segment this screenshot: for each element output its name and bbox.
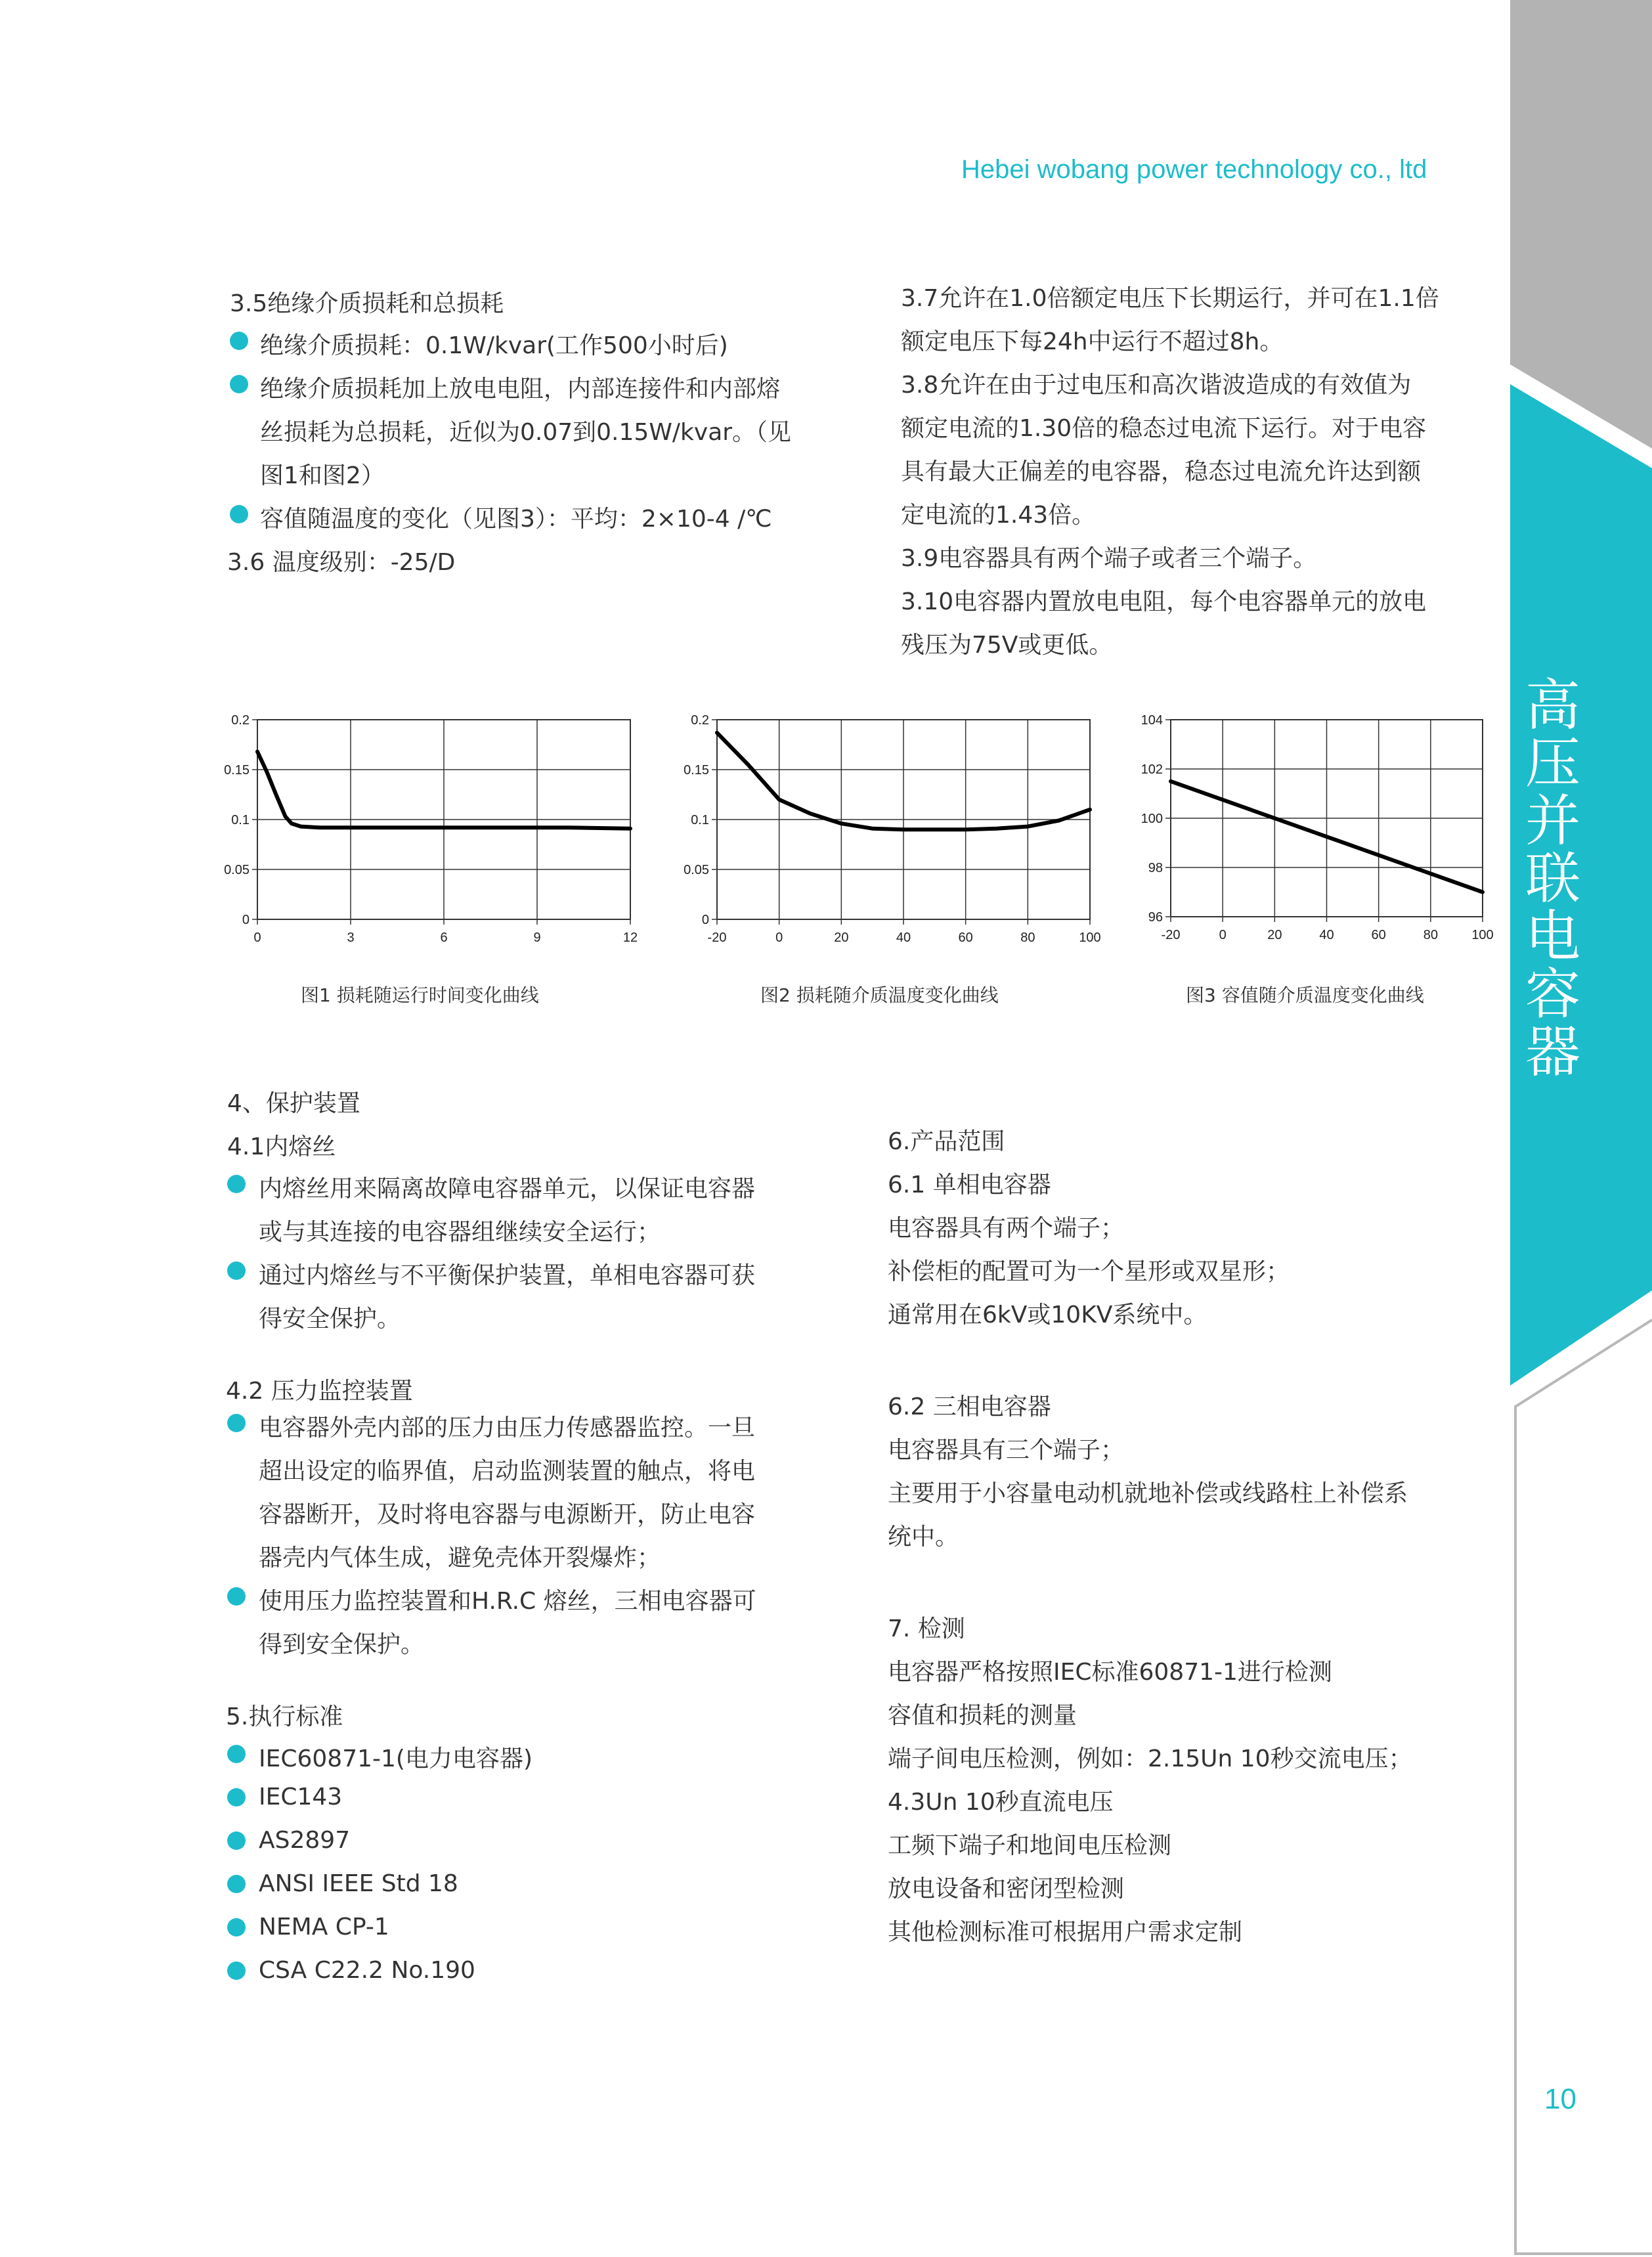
bullet-text: 容器断开，及时将电容器与电源断开，防止电容 — [259, 1501, 756, 1528]
paragraph-line: 3.8允许在由于过电压和高次谐波造成的有效值为 — [901, 372, 1412, 399]
y-tick-label: 0.15 — [684, 763, 709, 778]
x-tick-label: 40 — [1319, 928, 1334, 942]
heading-3-6: 3.6 温度级别：-25/D — [227, 549, 456, 576]
x-tick-label: 9 — [533, 931, 541, 945]
paragraph-line: 容值和损耗的测量 — [888, 1702, 1077, 1729]
paragraph-line: 3.10电容器内置放电电阻，每个电容器单元的放电 — [901, 588, 1427, 615]
y-tick-label: 0.1 — [231, 813, 250, 827]
sidebar-char: 高 — [1525, 673, 1580, 737]
paragraph-line: 工频下端子和地间电压检测 — [888, 1832, 1172, 1859]
standard-item: ANSI IEEE Std 18 — [259, 1870, 458, 1897]
heading-6-1: 6.1 单相电容器 — [888, 1172, 1051, 1198]
y-tick-label: 0 — [701, 913, 709, 927]
bullet-text: 容值随温度的变化（见图3）：平均：2×10-4 /℃ — [260, 506, 772, 533]
x-tick-label: 40 — [896, 931, 911, 945]
bullet-dot — [230, 375, 248, 393]
paragraph-line: 3.9电容器具有两个端子或者三个端子。 — [901, 545, 1317, 572]
sidebar-char: 容 — [1525, 962, 1580, 1026]
paragraph-line: 电容器具有三个端子； — [888, 1437, 1125, 1464]
page-number: 10 — [1544, 2083, 1576, 2115]
paragraph-line: 补偿柜的配置可为一个星形或双星形； — [888, 1258, 1290, 1285]
heading-6: 6.产品范围 — [888, 1128, 1005, 1155]
x-tick-label: -20 — [1161, 928, 1181, 942]
bullet-dot — [227, 1587, 246, 1606]
bullet-dot — [227, 1831, 246, 1850]
bullet-text: 电容器外壳内部的压力由压力传感器监控。一旦 — [259, 1414, 756, 1441]
y-tick-label: 0.1 — [691, 813, 709, 827]
bullet-text: 超出设定的临界值，启动监测装置的触点，将电 — [259, 1458, 756, 1485]
y-tick-label: 100 — [1141, 812, 1163, 826]
x-tick-label: -20 — [707, 931, 727, 945]
y-tick-label: 104 — [1141, 713, 1163, 728]
y-tick-label: 0.05 — [224, 863, 250, 877]
x-tick-label: 12 — [622, 931, 638, 945]
bullet-dot — [227, 1918, 246, 1937]
y-tick-label: 0.2 — [231, 713, 250, 728]
x-tick-label: 20 — [834, 931, 849, 945]
paragraph-line: 放电设备和密闭型检测 — [888, 1875, 1125, 1902]
company-name: Hebei wobang power technology co., ltd — [961, 155, 1427, 184]
heading-7: 7. 检测 — [888, 1615, 965, 1642]
y-tick-label: 96 — [1148, 910, 1163, 925]
sidebar-decoration — [1510, 0, 1652, 2257]
y-tick-label: 0.15 — [224, 763, 250, 778]
x-tick-label: 80 — [1020, 931, 1035, 945]
bullet-text: 得到安全保护。 — [259, 1631, 425, 1658]
bullet-text: 绝缘介质损耗加上放电电阻，内部连接件和内部熔 — [260, 376, 781, 403]
chart-loss-vs-temperature — [676, 703, 1123, 952]
x-tick-label: 80 — [1423, 928, 1438, 942]
sidebar-title — [1510, 673, 1596, 1084]
bullet-dot — [227, 1414, 246, 1432]
bullet-dot — [227, 1961, 246, 1980]
sidebar-gray-band — [1510, 0, 1652, 449]
bullet-dot — [230, 505, 248, 523]
x-tick-label: 100 — [1079, 931, 1101, 945]
standard-item: AS2897 — [259, 1827, 351, 1854]
sidebar-char: 联 — [1525, 846, 1580, 911]
bullet-text: 绝缘介质损耗：0.1W/kvar(工作500小时后) — [260, 332, 728, 359]
paragraph-line: 其他检测标准可根据用户需求定制 — [888, 1919, 1243, 1946]
y-tick-label: 0.2 — [691, 713, 709, 728]
y-tick-label: 102 — [1141, 762, 1163, 777]
sidebar-outline — [1515, 1320, 1652, 2254]
heading-4-2: 4.2 压力监控装置 — [226, 1378, 413, 1405]
bullet-dot — [227, 1261, 246, 1280]
paragraph-line: 4.3Un 10秒直流电压 — [888, 1789, 1114, 1816]
x-tick-label: 6 — [440, 931, 448, 945]
standard-item: IEC60871-1(电力电容器) — [259, 1745, 533, 1772]
bullet-text: 图1和图2） — [260, 462, 385, 489]
bullet-dot — [230, 332, 248, 350]
heading-5: 5.执行标准 — [226, 1703, 343, 1730]
bullet-text: 通过内熔丝与不平衡保护装置，单相电容器可获 — [259, 1262, 756, 1289]
x-tick-label: 60 — [1371, 928, 1386, 942]
paragraph-line: 额定电流的1.30倍的稳态过电流下运行。对于电容 — [901, 415, 1427, 442]
sidebar-char: 电 — [1525, 904, 1580, 969]
x-tick-label: 0 — [775, 931, 783, 945]
paragraph-line: 额定电压下每24h中运行不超过8h。 — [901, 328, 1284, 355]
bullet-dot — [227, 1745, 246, 1763]
chart-caption: 图1 损耗随运行时间变化曲线 — [301, 984, 539, 1006]
heading-6-2: 6.2 三相电容器 — [888, 1393, 1051, 1420]
bullet-text: 内熔丝用来隔离故障电容器单元，以保证电容器 — [259, 1175, 756, 1202]
chart-caption: 图3 容值随介质温度变化曲线 — [1186, 984, 1424, 1006]
paragraph-line: 具有最大正偏差的电容器，稳态过电流允许达到额 — [901, 458, 1422, 485]
y-tick-label: 98 — [1148, 861, 1163, 875]
paragraph-line: 定电流的1.43倍。 — [901, 502, 1096, 529]
bullet-text: 丝损耗为总损耗，近似为0.07到0.15W/kvar。（见 — [260, 419, 792, 446]
x-tick-label: 0 — [1219, 928, 1227, 942]
heading-4: 4、保护装置 — [227, 1090, 360, 1117]
sidebar-char: 并 — [1525, 789, 1580, 853]
bullet-text: 或与其连接的电容器组继续安全运行； — [259, 1219, 661, 1246]
bullet-dot — [227, 1875, 246, 1893]
x-tick-label: 3 — [347, 931, 355, 945]
standard-item: CSA C22.2 No.190 — [259, 1957, 475, 1984]
bullet-text: 使用压力监控装置和H.R.C 熔丝，三相电容器可 — [259, 1588, 756, 1615]
paragraph-line: 电容器严格按照IEC标准60871-1进行检测 — [888, 1659, 1332, 1686]
x-tick-label: 20 — [1267, 928, 1282, 942]
x-tick-label: 0 — [253, 931, 261, 945]
sidebar-char: 压 — [1525, 731, 1580, 795]
paragraph-line: 残压为75V或更低。 — [901, 632, 1113, 659]
bullet-text: 器壳内气体生成，避免壳体开裂爆炸； — [259, 1545, 661, 1571]
standard-item: IEC143 — [259, 1784, 343, 1810]
bullet-dot — [227, 1175, 246, 1193]
bullet-dot — [227, 1788, 246, 1807]
sidebar-char: 器 — [1525, 1020, 1580, 1084]
chart-loss-vs-time — [210, 703, 657, 952]
chart-capacitance-vs-temperature — [1139, 703, 1494, 952]
bullet-text: 得安全保护。 — [259, 1305, 401, 1332]
paragraph-line: 3.7允许在1.0倍额定电压下长期运行，并可在1.1倍 — [901, 285, 1439, 312]
y-tick-label: 0.05 — [684, 863, 709, 877]
paragraph-line: 统中。 — [888, 1523, 959, 1550]
chart-caption: 图2 损耗随介质温度变化曲线 — [760, 984, 999, 1006]
paragraph-line: 端子间电压检测，例如：2.15Un 10秒交流电压； — [888, 1745, 1412, 1772]
standard-item: NEMA CP-1 — [259, 1914, 389, 1940]
x-tick-label: 60 — [958, 931, 973, 945]
heading-4-1: 4.1内熔丝 — [227, 1133, 336, 1160]
paragraph-line: 主要用于小容量电动机就地补偿或线路柱上补偿系 — [888, 1480, 1408, 1507]
paragraph-line: 电容器具有两个端子； — [888, 1215, 1125, 1242]
y-tick-label: 0 — [242, 913, 250, 927]
x-tick-label: 100 — [1471, 928, 1494, 942]
paragraph-line: 通常用在6kV或10KV系统中。 — [888, 1302, 1207, 1328]
heading-3-5: 3.5绝缘介质损耗和总损耗 — [230, 290, 504, 317]
